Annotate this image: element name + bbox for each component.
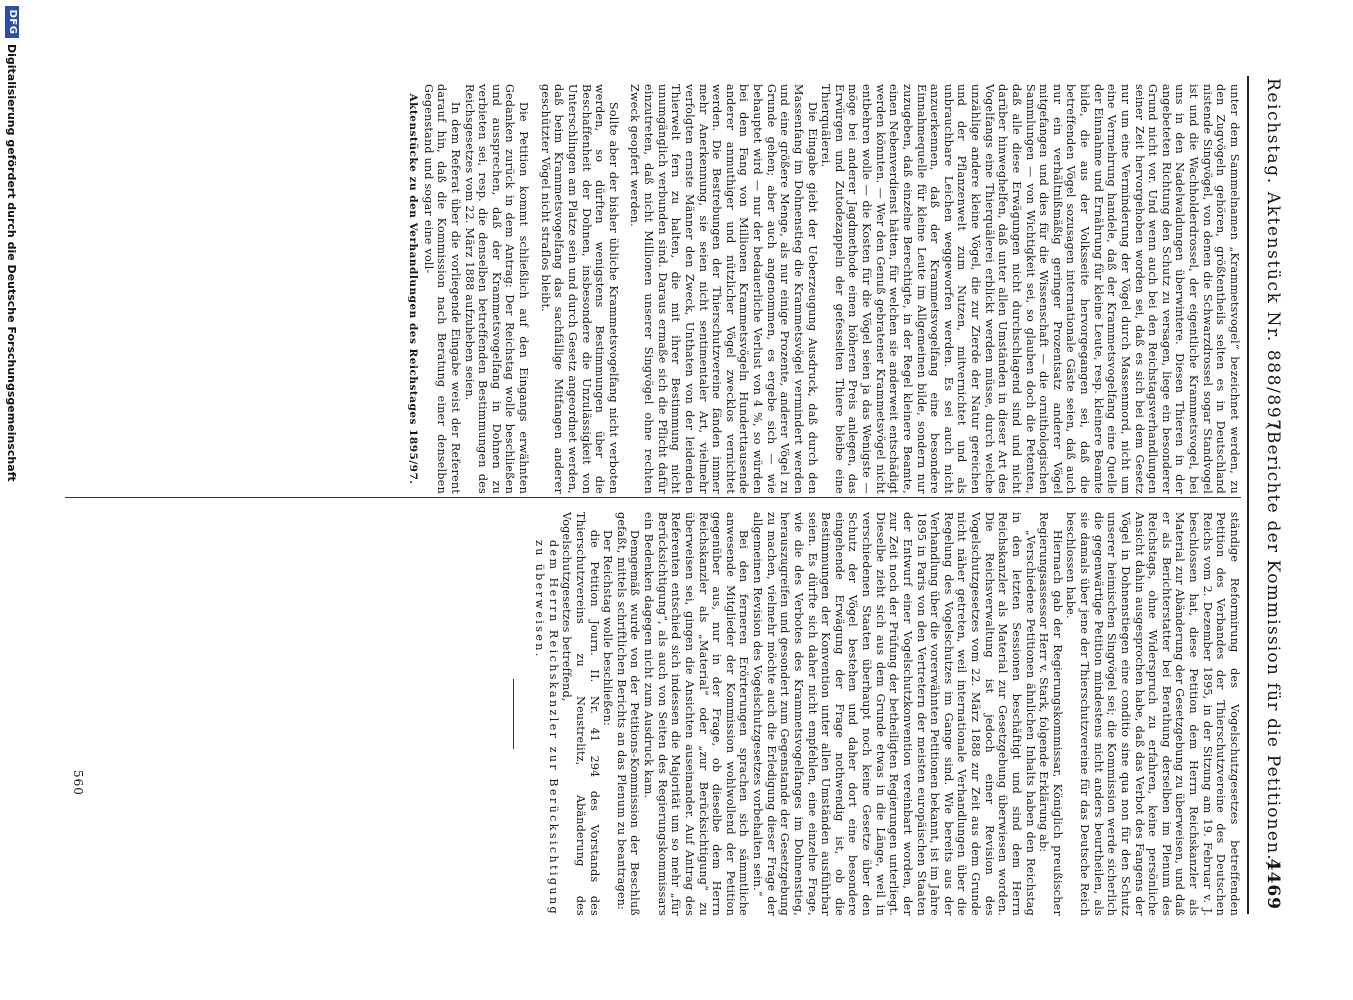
- paragraph: Bei den ferneren Erörterungen sprachen sich sämmtliche anwesende Mitglieder der Kommission wohlwollend der Petition gegenüber aus, nur in der Frage, ob dieselbe dem Herrn Reichskanzler als „Material“ oder „zur Berücksichtigung“ zu überweisen sei, gingen die Ansichten auseinander. Auf Antrag des Referenten entschied sich indessen die Majorität um so mehr „für Berücksichtigung“, als auch von Seiten des Regierungskommissars ein Bedenken dagegen nicht zum Ausdruck kam.: [642, 512, 751, 916]
- dfg-logo: DFG: [5, 6, 19, 38]
- motion-conclusion: dem Herrn Reichskanzler zur Berücksichtigung zu überweisen.: [533, 540, 560, 916]
- page-number: 4469: [1263, 858, 1283, 910]
- paragraph: In dem Referat über die vorliegende Eingabe weist der Referent darauf hin, daß die Kommission nach Beratung einer denselben Gegenstand und sogar eine voll-: [421, 84, 462, 494]
- paragraph: Demgemäß wurde von der Petitions-Kommission der Beschluß gefaßt, mittels schriftlichen Berichts an das Plenum zu beantragen:: [614, 512, 642, 916]
- quoted-statement: „Verschiedene Petitionen ähnlichen Inhalts haben den Reichstag in den letzten Sessionen beschäftigt und sind dem Herrn Reichskanzler als Material zur Gesetzgebung überwiesen worden. Die Reichsverwaltung ist jedoch einer Revision des Vogelschutzgesetzes vom 22. März 1888 zur Zeit aus dem Grunde nicht näher getreten, weil internationale Verhandlungen über die Regelung des Vogelschutzes im Gange sind. Wie bereits aus der Verhandlung über die vorerwähnten Petitionen bekannt, ist im Jahre 1895 in Paris von den Vertretern der meisten europäischen Staaten der Entwurf einer Vogelschutzkonvention vereinbart worden, der zur Zeit noch der Prüfung der betheiligten Regierungen unterliegt. Dieselbe zieht sich aus dem Grunde etwas in die Länge, weil in verschiedenen Staaten überhaupt noch keine Gesetze über den Schutz der Vögel bestehen und daher dort eine besondere eingehende Erwägung der Frage nothwendig ist, ob die Bestimmungen der Konvention unter allen Umständen ausführbar seien. Es dürfte sich daher nicht empfehlen, eine einzelne Frage, wie die des Verbotes des Krammetsvogelfanges im Dohnenstieg, herauszugreifen und gesondert zum Gegenstande der Gesetzgebung zu machen, vielmehr möchte auch die Erledigung dieser Frage der allgemeinen Revision des Vogelschutzgesetzes vorbehalten sein.“: [751, 512, 1037, 916]
- paragraph: Sollte aber der bisher übliche Krammetsvogelfang nicht verboten werden, so dürften wenigstens Bestimmungen über die Beschaffenheit der Dohnen, insbesondere die Unzulässigkeit von Unterschlingen am Platze sein und durch Gesetz angeordnet werden, daß beim Krammetsvogelfang das sachfällige Mitfangen anderer geschützter Vögel nicht straflos bleibt.: [538, 84, 620, 494]
- right-column: [61, 512, 1241, 916]
- paragraph: Hiernach gab der Regierungskommissar, Königlich preußischer Regierungsassessor Herr v. Stark, folgende Erklärung ab:: [1037, 512, 1064, 916]
- citation-line: Aktenstücke zu den Verhandlungen des Reichstages 1895/97.: [407, 93, 420, 485]
- paragraph: unter dem Sammelnamen „Krammetsvogel“ bezeichnet werden, zu den Zugvögeln gehören, größtentheils selten es in Deutschland nistende Singvögel, von denen die Schwarzdrossel sogar Standvogel ist und die Wachholderdrossel, der eigentliche Krammetsvogel, bei uns in den Nadelwaldungen überwintere. Diesen Thieren in der angebeteten Richtung den Schutz zu versagen, liege ein besonderer Grund nicht vor. Und wenn auch bei den Reichstagsverhandlungen seiner Zeit hervorgehoben worden sei, daß es sich bei dem Gesetz nur um eine Verminderung der Vögel durch Massenmord, nicht um eine Vermehrung handele, daß der Krammetsvogelfang eine Quelle der Einnahme und Ernährung für kleine Leute, resp. kleinere Beamte bilde, die aus der Volksseite hervorgegangen sei, daß die betreffenden Vögel sozusagen internationale Gäste seien, daß auch nur ein verhältnißmäßig geringer Prozentsatz anderer Vögel mitgefangen und dies für die Wissenschaft — die ornithologischen Sammlungen — von Wichtigkeit sei, so glauben doch die Petenten, daß alle diese Erwägungen nicht durchschlagend sind und nicht darüber hinweghelfen, daß unter allen Umständen in dieser Art des Vogelfangs eine Thierquälerei erblickt werden müsse, durch welche unzählige andere kleine Vögel, die zur Zierde der Natur gereichen und der Pflanzenwelt zum Nutzen, mitvernichtet und als unbrauchbare Leichen weggeworfen werden. Es sei auch nicht anzuerkennen, daß der Krammetsvogelfang eine besondere Einnahmequelle für kleine Leute im Allgemeinen bilde, sondern nur zuzugeben, daß einzelne Berechtigte, in der Regel kleinere Beamte, einen Nebenverdienst hätten, für welchen sie anderweit entschädigt werden könnten. — Wer den Genuß gebratener Krammetsvögel nicht entbehren wolle — die Kosten für die Vögel seien ja das Wenigste — möge bei anderer Jagdmethode einen höheren Preis anlegen, das Erwürgen und Zutodezappeln der gefesselten Thiere bleibe eine Thierquälerei.: [819, 84, 1241, 494]
- header-title: Reichstag. Aktenstück Nr. 888/897.: [1263, 78, 1283, 439]
- funding-credit: Digitalisierung gefördert durch die Deutsche Forschungsgemeinschaft: [5, 44, 18, 482]
- header-rule: [1247, 76, 1249, 914]
- resolution-intro: Der Reichstag wolle beschließen:: [601, 530, 615, 727]
- column-divider: [65, 497, 1241, 498]
- digitization-footer: [0, 0, 22, 1000]
- paragraph: Die Eingabe giebt der Ueberzeugung Ausdruck, daß durch den Massenfang im Dohnenstieg die Krammetsvögel vermindert werden und eine größere Menge, als nur einige Prozente, anderer Vögel zu Grunde gehen; aber auch angenommen, es ergebe sich — wie behauptet wird — nur der bedauerliche Verlust von 4 %, so würden bei dem Fang von Millionen Krammetsvögeln Hunderttausende anderer anmuthiger und nützlicher Vögel zwecklos vernichtet werden. Die Bestrebungen der Thierschutzvereine fänden immer mehr Anerkennung, sie seien nicht sentimentaler Art, vielmehr verfolgten ernste Männer den Zweck, Unthaten von der leidenden Thierwelt fern zu halten, die mit ihrer Bestimmung nicht unumgänglich verbunden sind. Daraus ermaße sich die Pflicht dafür einzutreten, daß nicht Millionen unserer Singvögel ohne rechten Zweck geopfert werden.: [628, 84, 819, 494]
- paragraph: ständige Reformirung des Vogelschutzgesetzes betreffenden Petition des Verbandes der Thierschutzvereine des Deutschen Reichs vom 2. Dezember 1895, in der Sitzung am 19. Februar v. J. beschlossen hat, diese Petition dem Herrn Reichskanzler als Material zur Abänderung der Gesetzgebung zu überweisen, und daß er als Berichterstatter bei Berathung derselben im Plenum des Reichstags, ohne Widerspruch zu erfahren, keine persönliche Ansicht dahin ausgesprochen habe, daß das Verbot des Fangens der Vögel in Dohnenstiegen eine conditio sine qua non für den Schutz unserer heimischen Singvögel sei; die Kommission werde sicherlich die gegenwärtige Petition mindestens nicht anders beurtheilen, als sie damals über jene der Thierschutzvereine für das Deutsche Reich beschlossen habe.: [1064, 512, 1241, 916]
- paragraph-gap: [530, 84, 538, 494]
- folio-number: 560: [71, 770, 85, 796]
- motion-text: die Petition Journ. II. Nr. 41 294 des Vorstands des Thierschutzvereins zu Neustrelitz, Abänderung des Vogelschutzgesetzes betreffend,: [560, 512, 601, 916]
- running-header: [1253, 78, 1283, 910]
- paragraph: Die Petition kommt schließlich auf den Eingangs erwähnten Gedanken zurück in dem Antrag: Der Reichstag wolle beschließen und aussprechen, daß der Krammetsvogelfang in Dohnen zu verbieten sei, resp. die denselben betreffenden Bestimmungen des Reichsgesetzes vom 22. März 1888 aufzuheben seien.: [462, 84, 531, 494]
- header-section: (Berichte der Kommission für die Petitionen.): [1263, 423, 1283, 869]
- left-column: [61, 84, 1241, 494]
- end-rule: [514, 679, 515, 749]
- paragraph-gap: [620, 84, 628, 494]
